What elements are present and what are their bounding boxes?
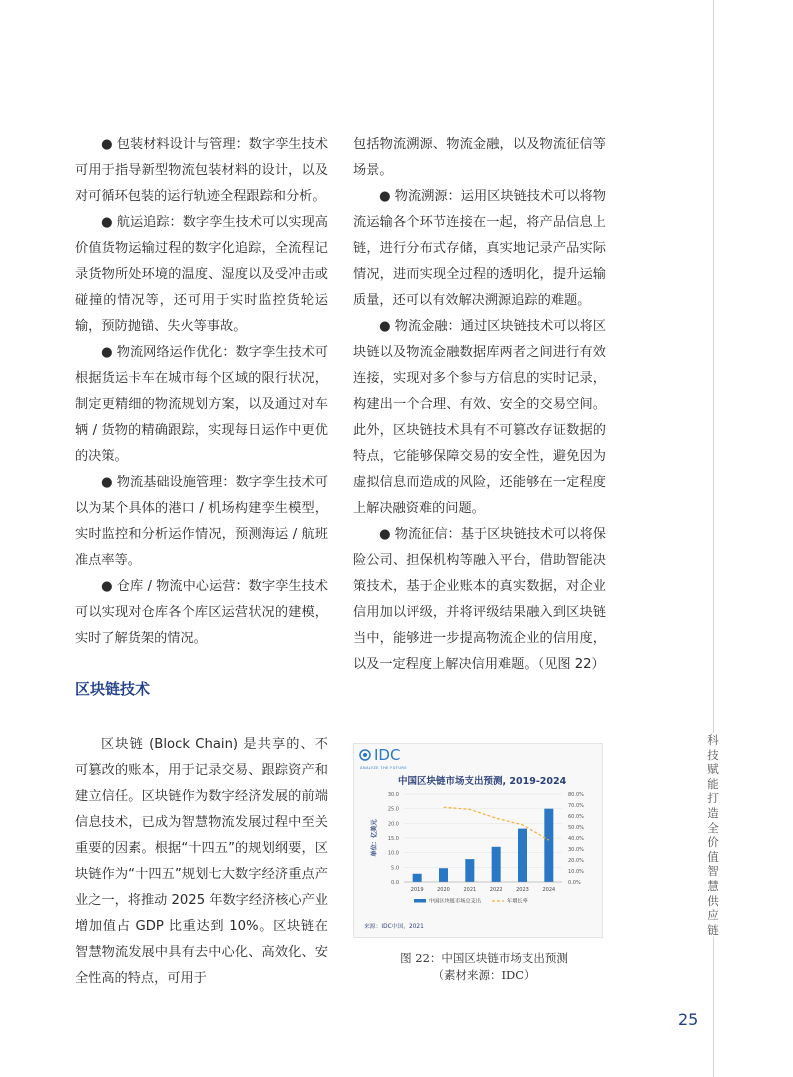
y2-tick-label: 40.0% bbox=[568, 836, 584, 842]
caption-line-1: 图 22：中国区块链市场支出预测 bbox=[400, 951, 568, 965]
y-tick-label: 15.0 bbox=[387, 836, 399, 842]
bar bbox=[413, 874, 422, 882]
y2-tick-label: 50.0% bbox=[568, 825, 584, 831]
y-tick-label: 30.0 bbox=[387, 792, 399, 798]
chart-source: 来源：IDC中国，2021 bbox=[364, 924, 424, 930]
bar bbox=[518, 829, 527, 882]
x-tick-label: 2023 bbox=[516, 887, 529, 893]
chart-figure bbox=[353, 743, 603, 938]
right-column bbox=[353, 132, 606, 678]
side-running-title: 科技赋能打造全价值智慧供应链 bbox=[704, 733, 722, 937]
legend-label-bar: 中国区块链市场总支出 bbox=[429, 898, 481, 905]
x-tick-label: 2019 bbox=[410, 887, 424, 893]
y-tick-label: 0.0 bbox=[391, 880, 399, 886]
bullet-network-optimization: ● 物流网络运作优化：数字孪生技术可根据货运卡车在城市每个区域的限行状况，制定更精细的物流规划方案，以及通过对车辆 / 货物的精确跟踪，实现每日运作中更优的决策。 bbox=[75, 345, 328, 464]
section-heading: 区块链技术 bbox=[75, 680, 151, 698]
idc-logo bbox=[360, 746, 407, 770]
continued-paragraph: 包括物流溯源、物流金融，以及物流征信等场景。 bbox=[353, 137, 606, 178]
bullet-infrastructure: ● 物流基础设施管理：数字孪生技术可以为某个具体的港口 / 机场构建孪生模型，实时监控和分析运作情况，预测海运 / 航班准点率等。 bbox=[75, 475, 328, 568]
bar bbox=[492, 847, 501, 882]
growth-rate-line bbox=[444, 807, 549, 840]
bullet-credit: ● 物流征信：基于区块链技术可以将保险公司、担保机构等融入平台，借助智能决策技术，基于企业账本的真实数据，对企业信用加以评级，并将评级结果融入到区块链当中，能够进一步提高物流企业的信用度，以及一定程度上解决信用难题。（见图 22） bbox=[353, 527, 606, 672]
x-tick-label: 2022 bbox=[489, 887, 503, 893]
y-tick-label: 10.0 bbox=[387, 850, 399, 857]
bullet-finance: ● 物流金融：通过区块链技术可以将区块链以及物流金融数据库两者之间进行有效连接，实现对多个参与方信息的实时记录，构建出一个合理、有效、安全的交易空间。此外，区块链技术具有不可篡改存证数据的特点，它能够保障交易的安全性，避免因为虚拟信息而造成的风险，还能够在一定程度上解决融资难的问题。 bbox=[353, 319, 606, 516]
x-tick-label: 2024 bbox=[542, 887, 556, 893]
bullet-traceability: ● 物流溯源：运用区块链技术可以将物流运输各个环节连接在一起，将产品信息上链，进行分布式存储，真实地记录产品实际情况，进而实现全过程的透明化，提升运输质量，还可以有效解决溯源追踪的难题。 bbox=[353, 189, 606, 308]
bullet-packaging: ● 包装材料设计与管理：数字孪生技术可用于指导新型物流包装材料的设计，以及对可循环包装的运行轨迹全程跟踪和分析。 bbox=[75, 137, 328, 204]
y2-tick-label: 70.0% bbox=[568, 803, 584, 809]
logo-tagline: ANALYZE THE FUTURE bbox=[360, 766, 408, 770]
y-tick-label: 20.0 bbox=[387, 821, 399, 828]
bar-chart bbox=[354, 744, 602, 937]
y2-tick-label: 60.0% bbox=[568, 814, 584, 820]
bullet-shipping-tracking: ● 航运追踪：数字孪生技术可以实现高价值货物运输过程的数字化追踪，全流程记录货物所处环境的温度、湿度以及受冲击或碰撞的情况等，还可用于实时监控货轮运输，预防抛锚、失火等事故。 bbox=[75, 215, 328, 334]
bullet-warehouse: ● 仓库 / 物流中心运营：数字孪生技术可以实现对仓库各个库区运营状况的建模，实时了解货架的情况。 bbox=[75, 579, 328, 646]
y-axis-label: 单位：亿美元 bbox=[371, 819, 378, 857]
bar bbox=[439, 868, 448, 882]
y2-tick-label: 30.0% bbox=[568, 847, 584, 853]
y-tick-label: 25.0 bbox=[387, 806, 399, 813]
page-number: 25 bbox=[678, 1010, 699, 1029]
chart-title: 中国区块链市场支出预测, 2019-2024 bbox=[398, 776, 567, 787]
figure-caption bbox=[353, 950, 615, 984]
bar bbox=[465, 859, 474, 882]
y-tick-label: 5.0 bbox=[391, 865, 399, 872]
y2-tick-label: 0.0% bbox=[568, 880, 581, 886]
y2-tick-label: 80.0% bbox=[568, 792, 584, 798]
blockchain-body: 区块链 (Block Chain) 是共享的、不可篡改的账本，用于记录交易、跟踪资产和建立信任。区块链作为数字经济发展的前端信息技术，已成为智慧物流发展过程中至关重要的因素。根据“十四五”的规划纲要，区块链作为“十四五”规划七大数字经济重点产业之一，将推动 2025 年数字经济核心产业增加值占 GDP 比重达到 10%。区块链在智慧物流发展中具有去中心化、高效化、安全性高的特点，可用于 bbox=[75, 737, 328, 986]
y2-tick-label: 20.0% bbox=[568, 858, 584, 864]
caption-line-2: （素材来源：IDC） bbox=[432, 968, 536, 982]
bar bbox=[544, 809, 553, 882]
legend-swatch-bar bbox=[414, 899, 426, 903]
x-tick-label: 2021 bbox=[463, 887, 477, 893]
y2-tick-label: 10.0% bbox=[568, 869, 584, 875]
x-tick-label: 2020 bbox=[437, 887, 450, 893]
logo-text: IDC bbox=[374, 746, 401, 764]
legend-label-line: 年增长率 bbox=[507, 898, 528, 905]
left-column bbox=[75, 132, 328, 992]
